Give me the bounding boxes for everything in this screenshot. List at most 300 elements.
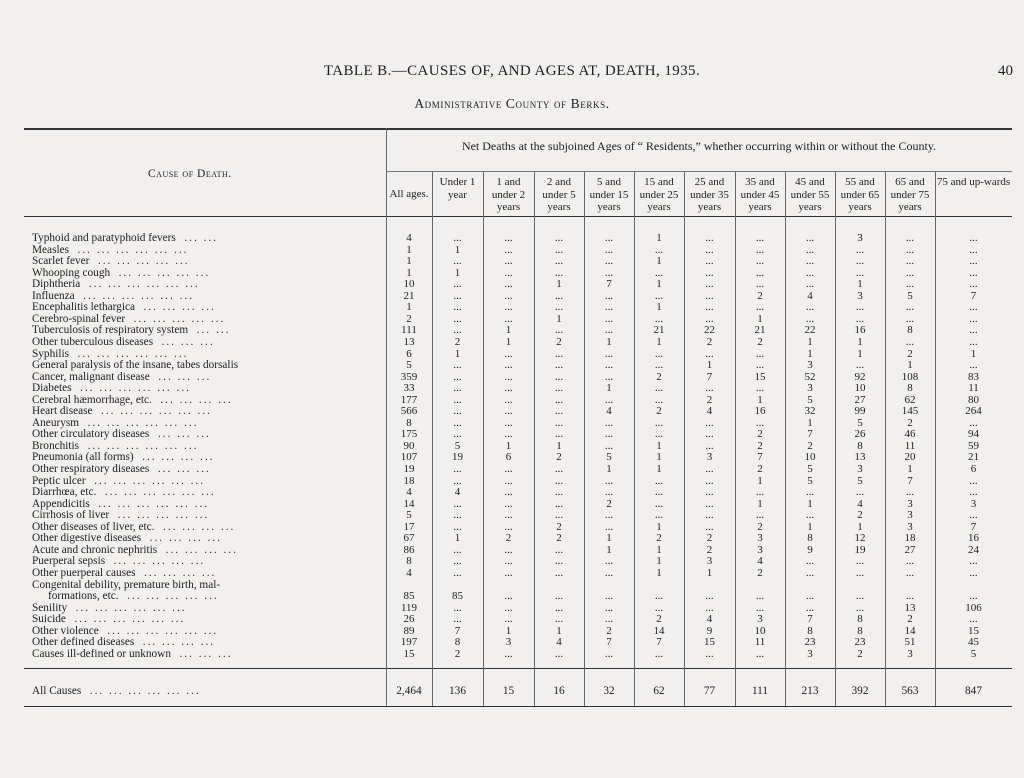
value-cell: ... <box>654 416 664 429</box>
value-cell: 15 <box>704 636 715 649</box>
table-row <box>0 591 1024 603</box>
value-cell: 23 <box>804 636 816 649</box>
cause-text: Other tuberculous diseases <box>32 336 154 348</box>
value-cell: ... <box>705 255 714 268</box>
value-cell: ... <box>654 243 664 256</box>
value-cell: ... <box>504 509 513 522</box>
total-row <box>0 684 1024 698</box>
cause-text: Cerebro-spinal fever <box>32 313 126 325</box>
value-cell: ... <box>654 359 664 372</box>
value-cell: 1 <box>406 255 412 268</box>
value-cell: ... <box>554 232 564 244</box>
cause-cell <box>32 603 377 615</box>
value-cell: ... <box>453 520 462 533</box>
cause-text: Causes ill-defined or unknown <box>32 648 171 660</box>
value-cell: ... <box>604 301 614 314</box>
value-cell: ... <box>504 266 513 279</box>
value-cell: 2 <box>656 532 662 545</box>
value-cell: 1 <box>807 416 813 429</box>
value-cell: ... <box>755 278 765 291</box>
ages-span-header: Net Deaths at the subjoined Ages of “ Residents,” whether occurring within or without the County. <box>461 139 937 153</box>
cause-cell <box>32 325 377 337</box>
value-cell: 5 <box>970 647 977 660</box>
value-cell: ... <box>453 232 462 244</box>
value-cell: ... <box>504 255 513 268</box>
value-cell: 197 <box>400 636 418 649</box>
value-cell: 7 <box>757 451 763 464</box>
value-cell: 3 <box>706 555 713 568</box>
leader-dots: ... ... ... <box>161 336 215 348</box>
column-header: 5 and under 15 years <box>589 176 629 213</box>
leader-dots: ... ... ... ... ... ... <box>87 417 199 429</box>
total-value-cell: 111 <box>751 685 769 697</box>
value-cell: ... <box>453 601 462 614</box>
total-value-cell: 847 <box>965 685 982 697</box>
value-cell: ... <box>554 613 564 626</box>
total-top-rule <box>24 668 1012 669</box>
value-cell: 4 <box>606 405 612 418</box>
total-cause-text: All Causes <box>32 685 82 697</box>
cause-cell <box>32 291 377 303</box>
value-cell: ... <box>855 312 865 325</box>
value-cell: ... <box>604 359 614 372</box>
leader-dots: ... ... ... <box>179 648 233 660</box>
value-cell: ... <box>504 428 513 441</box>
cause-cell <box>32 499 377 511</box>
value-cell: ... <box>905 301 915 314</box>
value-cell: 1 <box>857 520 863 533</box>
value-cell: 8 <box>907 382 913 395</box>
value-cell: ... <box>554 370 564 383</box>
value-cell: ... <box>805 566 815 579</box>
value-cell: 27 <box>854 393 866 406</box>
column-header: 65 and under 75 years <box>890 176 930 213</box>
value-cell: ... <box>654 590 664 603</box>
cause-cell <box>32 556 377 568</box>
value-cell: ... <box>453 301 462 314</box>
value-cell: ... <box>504 278 513 291</box>
value-cell: ... <box>654 266 664 279</box>
value-cell: 4 <box>406 232 412 244</box>
value-cell: ... <box>755 416 765 429</box>
value-cell: ... <box>604 312 614 325</box>
value-cell: 13 <box>403 335 415 348</box>
value-cell: 1 <box>505 439 512 452</box>
page-title: TABLE B.—CAUSES OF, AND AGES AT, DEATH, 1935. <box>323 63 701 79</box>
value-cell: ... <box>453 613 462 626</box>
value-cell: ... <box>905 566 915 579</box>
value-cell: ... <box>504 416 513 429</box>
value-cell: ... <box>554 474 564 487</box>
value-cell: 8 <box>807 624 813 637</box>
value-cell: ... <box>755 509 765 522</box>
cause-cell <box>32 245 377 257</box>
value-cell: ... <box>855 486 865 499</box>
value-cell: 32 <box>804 405 816 418</box>
leader-dots: ... ... ... ... <box>165 544 239 556</box>
value-cell: ... <box>705 301 714 314</box>
value-cell: 1 <box>454 347 461 360</box>
total-value-cell: 15 <box>502 685 515 697</box>
value-cell: ... <box>805 312 815 325</box>
value-cell: ... <box>969 278 978 291</box>
cause-cell <box>32 464 377 476</box>
leader-dots: ... ... ... <box>157 464 211 475</box>
cause-cell <box>32 580 377 592</box>
value-cell: ... <box>969 359 978 372</box>
value-cell: ... <box>554 405 564 418</box>
cause-text: Other digestive diseases <box>32 533 142 545</box>
value-cell: ... <box>969 255 978 268</box>
value-cell: ... <box>554 647 564 660</box>
value-cell: ... <box>604 509 614 522</box>
value-cell: 11 <box>968 382 979 395</box>
value-cell: ... <box>705 312 714 325</box>
value-cell: 3 <box>907 647 913 660</box>
value-cell: 59 <box>968 439 979 452</box>
cause-cell <box>32 452 377 464</box>
value-cell: ... <box>705 266 714 279</box>
value-cell: ... <box>453 382 462 395</box>
cause-cell <box>32 476 377 488</box>
value-cell: ... <box>554 289 564 302</box>
leader-dots: ... ... ... ... <box>149 533 223 545</box>
cause-cell <box>32 372 377 384</box>
value-cell: 1 <box>505 324 512 337</box>
value-cell: 3 <box>907 520 913 533</box>
value-cell: 2 <box>556 451 562 464</box>
value-cell: ... <box>905 555 915 568</box>
value-cell: 11 <box>904 439 916 452</box>
value-cell: ... <box>969 474 978 487</box>
bottom-rule <box>24 706 1012 707</box>
value-cell: ... <box>604 601 614 614</box>
value-cell: 3 <box>807 382 813 395</box>
value-cell: ... <box>453 555 462 568</box>
leader-dots: ... ... ... ... ... <box>127 591 219 603</box>
value-cell: ... <box>905 232 915 244</box>
cause-cell <box>32 302 377 314</box>
value-cell: 4 <box>406 486 412 499</box>
cause-text: Congenital debility, premature birth, mal- <box>32 579 221 591</box>
value-cell: ... <box>805 243 815 256</box>
value-cell: ... <box>755 266 765 279</box>
value-cell: ... <box>969 613 978 626</box>
value-cell: 1 <box>656 255 662 268</box>
total-leader-dots: ... ... ... ... ... ... <box>89 685 201 697</box>
value-cell: 1 <box>454 266 461 279</box>
leader-dots: ... ... ... ... ... ... <box>101 406 212 418</box>
table-row <box>0 487 1024 499</box>
cause-cell <box>32 568 377 580</box>
table-row <box>0 360 1024 372</box>
value-cell: 1 <box>556 278 562 291</box>
value-cell: 27 <box>904 543 916 556</box>
value-cell: ... <box>554 601 564 614</box>
value-cell: ... <box>504 613 513 626</box>
value-cell: ... <box>504 405 513 418</box>
value-cell: ... <box>805 301 815 314</box>
value-cell: 3 <box>970 497 977 510</box>
value-cell: 7 <box>656 636 662 649</box>
value-cell: 51 <box>904 636 916 649</box>
value-cell: 2 <box>556 520 562 533</box>
value-cell: 90 <box>403 439 415 452</box>
cause-text: Measles <box>32 244 70 256</box>
value-cell: 2 <box>606 497 612 510</box>
value-cell: 1 <box>656 566 662 579</box>
value-cell: ... <box>554 359 564 372</box>
total-value-cell: 32 <box>603 685 615 697</box>
value-cell: ... <box>554 463 564 475</box>
value-cell: ... <box>969 335 978 348</box>
value-cell: 4 <box>454 486 461 499</box>
value-cell: ... <box>905 278 915 291</box>
leader-dots: ... ... ... ... <box>160 394 233 406</box>
value-cell: 83 <box>968 370 979 383</box>
value-cell: ... <box>453 324 462 337</box>
value-cell: ... <box>554 382 564 395</box>
value-cell: 62 <box>904 393 916 406</box>
value-cell: 1 <box>656 451 662 464</box>
value-cell: ... <box>554 301 564 314</box>
value-cell: 2 <box>706 543 713 556</box>
value-cell: ... <box>755 647 765 660</box>
value-cell: ... <box>755 359 765 372</box>
value-cell: 16 <box>754 405 766 418</box>
value-cell: 2 <box>706 393 713 406</box>
value-cell: ... <box>705 509 714 522</box>
value-cell: ... <box>604 555 614 568</box>
leader-dots: ... ... ... <box>158 371 212 383</box>
value-cell: 1 <box>606 532 612 545</box>
value-cell: 5 <box>857 474 863 487</box>
value-cell: ... <box>855 590 865 603</box>
value-cell: 1 <box>505 624 512 637</box>
value-cell: ... <box>905 590 915 603</box>
value-cell: 15 <box>403 647 415 660</box>
value-cell: ... <box>805 266 815 279</box>
value-cell: ... <box>504 232 513 244</box>
value-cell: ... <box>554 555 564 568</box>
leader-dots: ... ... ... ... <box>163 521 236 533</box>
leader-dots: ... ... ... ... ... ... <box>77 244 189 256</box>
value-cell: 1 <box>857 347 863 360</box>
leader-dots: ... ... ... ... ... <box>117 510 210 522</box>
value-cell: ... <box>604 324 614 337</box>
leader-dots: ... ... ... ... ... <box>118 267 211 279</box>
leader-dots: ... ... ... ... ... <box>113 556 206 568</box>
cause-text: Other puerperal causes <box>32 567 136 579</box>
value-cell: ... <box>705 474 714 487</box>
value-cell: ... <box>554 324 564 337</box>
value-cell: ... <box>604 416 614 429</box>
value-cell: ... <box>453 289 462 302</box>
value-cell: ... <box>554 347 564 360</box>
cause-cell <box>32 406 377 418</box>
value-cell: 5 <box>406 359 412 372</box>
value-cell: 1 <box>656 301 662 314</box>
value-cell: 264 <box>965 405 982 418</box>
value-cell: 7 <box>706 370 713 383</box>
table-row <box>0 441 1024 453</box>
value-cell: 13 <box>904 601 916 614</box>
table-row <box>0 314 1024 326</box>
value-cell: ... <box>453 428 462 441</box>
value-cell: 4 <box>706 613 713 626</box>
value-cell: ... <box>453 393 462 406</box>
value-cell: 3 <box>807 647 813 660</box>
table-row <box>0 256 1024 268</box>
cause-cell <box>32 418 377 430</box>
value-cell: ... <box>969 416 978 429</box>
value-cell: 2 <box>857 647 863 660</box>
value-cell: ... <box>805 509 815 522</box>
value-cell: 21 <box>403 289 415 302</box>
value-cell: 1 <box>807 347 813 360</box>
value-cell: ... <box>453 370 462 383</box>
cause-text: Appendicitis <box>32 498 90 510</box>
value-cell: ... <box>554 590 564 603</box>
cause-text: Diarrhœa, etc. <box>32 487 97 499</box>
value-cell: 9 <box>807 543 813 556</box>
value-cell: 2 <box>757 520 763 533</box>
value-cell: ... <box>755 590 765 603</box>
cause-text: Whooping cough <box>32 267 111 279</box>
value-cell: ... <box>705 278 714 291</box>
value-cell: 1 <box>857 335 863 348</box>
value-cell: ... <box>969 324 978 337</box>
value-cell: ... <box>504 370 513 383</box>
value-cell: 23 <box>854 636 866 649</box>
cause-text: Bronchitis <box>32 440 80 452</box>
total-value-cell: 2,464 <box>396 685 422 697</box>
value-cell: ... <box>504 601 513 614</box>
column-header: All ages. <box>389 188 429 200</box>
value-cell: 1 <box>556 439 562 452</box>
value-cell: ... <box>453 566 462 579</box>
cause-cell <box>32 533 377 545</box>
value-cell: 7 <box>807 428 813 441</box>
cause-cell <box>32 279 377 291</box>
page-number: 40 <box>998 63 1013 79</box>
value-cell: 2 <box>556 335 562 348</box>
value-cell: ... <box>705 382 714 395</box>
value-cell: 1 <box>606 463 612 475</box>
value-cell: 10 <box>854 382 866 395</box>
value-cell: 1 <box>656 335 662 348</box>
value-cell: ... <box>654 509 664 522</box>
value-cell: ... <box>654 497 664 510</box>
value-cell: 5 <box>606 451 612 464</box>
table-row <box>0 325 1024 337</box>
cause-text: Tuberculosis of respiratory system <box>32 325 189 337</box>
value-cell: ... <box>453 255 462 268</box>
value-cell: ... <box>905 335 915 348</box>
value-cell: ... <box>504 347 513 360</box>
value-cell: 89 <box>403 624 415 637</box>
value-cell: ... <box>855 301 865 314</box>
cause-text: Syphilis <box>32 348 70 360</box>
value-cell: 2 <box>807 439 813 452</box>
cause-cell <box>32 649 377 661</box>
value-cell: ... <box>705 520 714 533</box>
value-cell: 5 <box>857 416 863 429</box>
value-cell: ... <box>969 555 978 568</box>
value-cell: 1 <box>757 497 763 510</box>
table-row <box>0 464 1024 476</box>
leader-dots: ... ... <box>184 233 219 244</box>
value-cell: ... <box>755 232 765 244</box>
cause-text: Influenza <box>32 290 75 302</box>
value-cell: ... <box>604 590 614 603</box>
value-cell: 145 <box>901 405 919 418</box>
value-cell: ... <box>604 486 614 499</box>
value-cell: ... <box>969 232 978 244</box>
value-cell: 5 <box>406 509 412 522</box>
header-bottom-rule <box>24 216 1012 217</box>
value-cell: 7 <box>907 474 913 487</box>
value-cell: 111 <box>401 324 417 337</box>
value-cell: ... <box>453 509 462 522</box>
cause-text: Aneurysm <box>32 417 80 429</box>
value-cell: 1 <box>606 382 612 395</box>
cause-cell <box>32 637 377 649</box>
value-cell: ... <box>705 416 714 429</box>
cause-text: Suicide <box>32 614 66 626</box>
value-cell: 14 <box>904 624 916 637</box>
value-cell: ... <box>504 474 513 487</box>
cause-cell <box>32 337 377 349</box>
cause-text: Other violence <box>32 625 99 637</box>
value-cell: 2 <box>907 613 913 626</box>
total-value-cell: 16 <box>553 685 565 697</box>
leader-dots: ... ... ... ... ... ... <box>104 487 216 499</box>
value-cell: 4 <box>556 636 562 649</box>
value-cell: ... <box>855 555 865 568</box>
value-cell: 8 <box>406 555 412 568</box>
leader-dots: ... ... <box>196 325 231 337</box>
value-cell: ... <box>705 601 714 614</box>
value-cell: 119 <box>400 601 418 614</box>
value-cell: 2 <box>757 335 763 348</box>
value-cell: 21 <box>653 324 665 337</box>
total-value-cell: 62 <box>653 685 665 697</box>
value-cell: ... <box>604 243 614 256</box>
value-cell: 85 <box>403 590 415 603</box>
value-cell: 2 <box>757 428 763 441</box>
value-cell: ... <box>705 439 714 452</box>
table-row <box>0 568 1024 580</box>
value-cell: 17 <box>403 520 415 533</box>
value-cell: ... <box>504 486 513 499</box>
value-cell: 107 <box>400 451 418 464</box>
value-cell: 7 <box>807 613 813 626</box>
span-header-rule <box>386 171 1012 172</box>
table-row <box>0 614 1024 626</box>
value-cell: 20 <box>904 451 916 464</box>
value-cell: ... <box>504 520 513 533</box>
value-cell: ... <box>504 359 513 372</box>
column-header: 2 and under 5 years <box>542 176 576 213</box>
value-cell: 10 <box>403 278 415 291</box>
value-cell: 45 <box>968 636 979 649</box>
value-cell: ... <box>554 428 564 441</box>
value-cell: 1 <box>656 463 662 475</box>
value-cell: 92 <box>854 370 866 383</box>
value-cell: ... <box>855 266 865 279</box>
value-cell: ... <box>554 255 564 268</box>
